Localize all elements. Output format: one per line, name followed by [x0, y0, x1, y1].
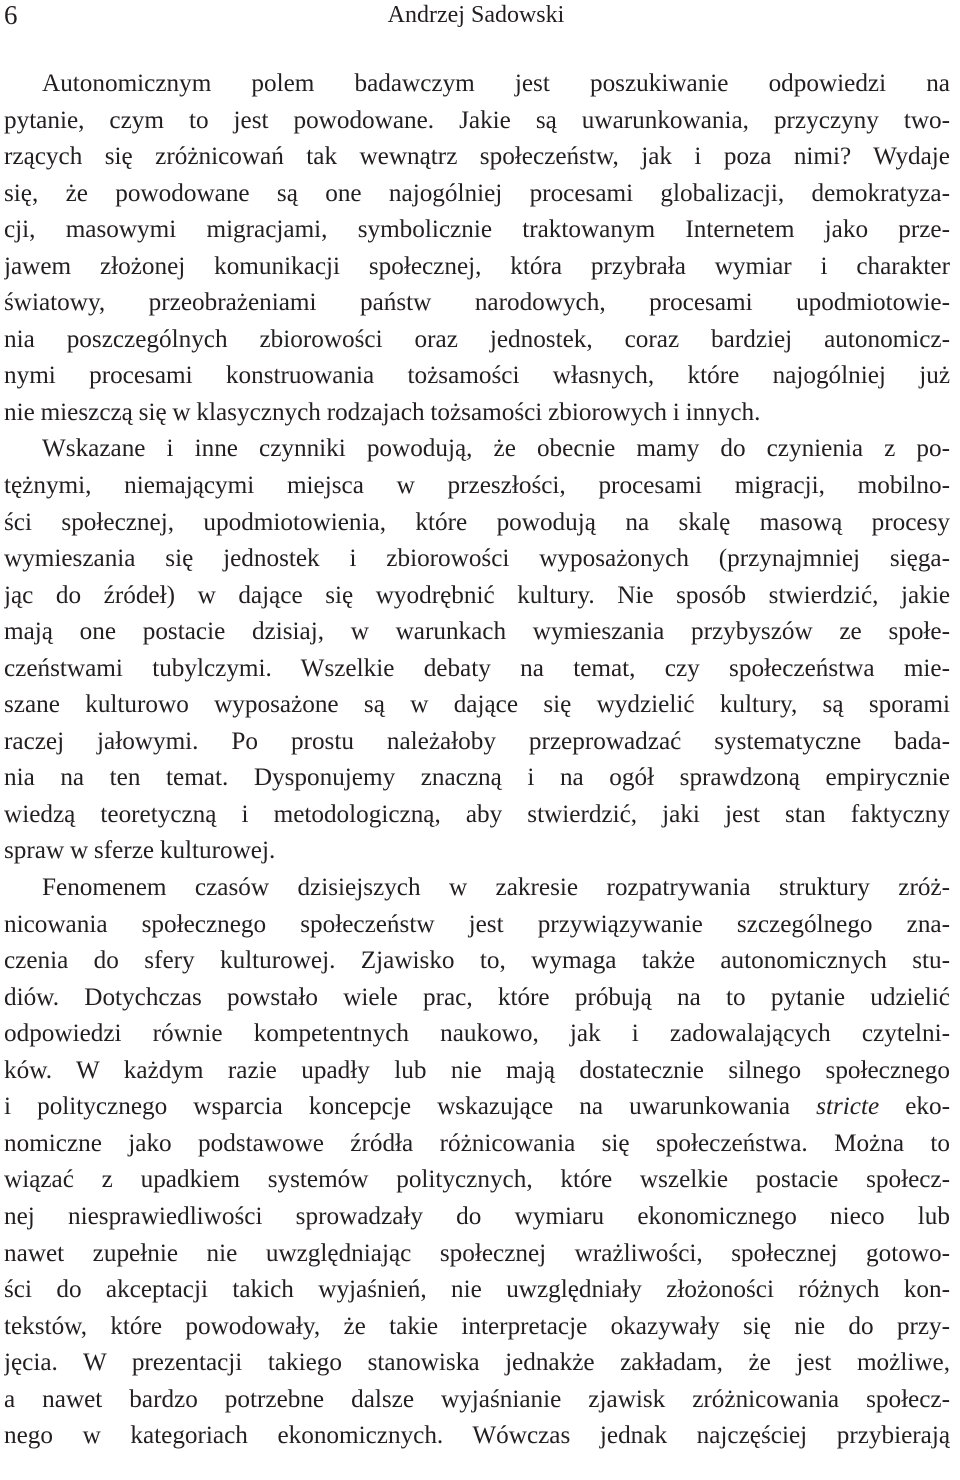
text-line: spraw w sferze kulturowej. — [4, 837, 276, 865]
text-line: odpowiedzi równie kompetentnych naukowo, jak i zadowalających czytelni- — [4, 1020, 950, 1048]
text-line: ków. W każdym razie upadły lub nie mają dostatecznie silnego społecznego — [4, 1056, 950, 1084]
text-line: diów. Dotychczas powstało wiele prac, które próbują na to pytanie udzielić — [4, 983, 950, 1011]
text-line: światowy, przeobrażeniami państw narodowych, procesami upodmiotowie- — [4, 289, 950, 317]
text-line: a nawet bardzo potrzebne dalsze wyjaśnianie zjawisk zróżnicowania społecz- — [4, 1385, 950, 1413]
text-line: ści społecznej, upodmiotowienia, które powodują na skalę masową procesy — [4, 508, 950, 536]
text-line: Wskazane i inne czynniki powodują, że obecnie mamy do czynienia z po- — [42, 435, 950, 463]
text-line: jęcia. W prezentacji takiego stanowiska jednakże zakładam, że jest możliwe, — [4, 1349, 950, 1377]
text-line: Fenomenem czasów dzisiejszych w zakresie rozpatrywania struktury zróż- — [42, 874, 950, 902]
page-header — [4, 0, 948, 30]
text-line: cji, masowymi migracjami, symbolicznie traktowanym Internetem jako prze- — [4, 216, 950, 244]
text-line: wiązać z upadkiem systemów politycznych, które wszelkie postacie społecz- — [4, 1166, 950, 1194]
text-segment: eko- — [879, 1093, 950, 1121]
text-line: się, że powodowane są one najogólniej procesami globalizacji, demokratyza- — [4, 179, 950, 207]
text-segment: i politycznego wsparcia koncepcje wskazujące na uwarunkowania — [4, 1093, 817, 1121]
text-line — [4, 1089, 950, 1126]
running-head: Andrzej Sadowski — [387, 2, 565, 28]
text-line: pytanie, czym to jest powodowane. Jakie są uwarunkowania, przyczyny two- — [4, 106, 950, 134]
text-line: nego w kategoriach ekonomicznych. Wówczas jednak najczęściej przybierają — [4, 1422, 950, 1450]
text-line: czenia do sfery kulturowej. Zjawisko to, wymaga także autonomicznych stu- — [4, 947, 950, 975]
text-line: ści do akceptacji takich wyjaśnień, nie uwzględniały złożoności różnych kon- — [4, 1276, 950, 1304]
text-line: nymi procesami konstruowania tożsamości własnych, które najogólniej już — [4, 362, 950, 390]
text-line: nawet zupełnie nie uwzględniając społecznej wrażliwości, społecznej gotowo- — [4, 1239, 950, 1267]
text-line: tekstów, które powodowały, że takie interpretacje okazywały się nie do przy- — [4, 1312, 950, 1340]
text-line: nej niesprawiedliwości sprowadzały do wymiaru ekonomicznego nieco lub — [4, 1202, 950, 1230]
text-line: raczej jałowymi. Po prostu należałoby przeprowadzać systematyczne bada- — [4, 727, 950, 755]
body-text — [4, 66, 950, 1455]
text-line: nicowania społecznego społeczeństw jest przywiązywanie szczególnego zna- — [4, 910, 950, 938]
text-line: tężnymi, niemającymi miejsca w przeszłości, procesami migracji, mobilno- — [4, 472, 950, 500]
text-line: wymieszania się jednostek i zbiorowości wyposażonych (przynajmniej sięga- — [4, 545, 950, 573]
text-line: rzących się zróżnicowań tak wewnątrz społeczeństw, jak i poza nimi? Wydaje — [4, 143, 950, 171]
text-line: jąc do źródeł) w dające się wyodrębnić kultury. Nie sposób stwierdzić, jakie — [4, 581, 950, 609]
text-line: wiedzą teoretyczną i metodologiczną, aby stwierdzić, jaki jest stan faktyczny — [4, 800, 950, 828]
text-line: mają one postacie dzisiaj, w warunkach wymieszania przybyszów ze społe- — [4, 618, 950, 646]
text-line: czeństwami tubylczymi. Wszelkie debaty na temat, czy społeczeństwa mie- — [4, 654, 950, 682]
text-line: nomiczne jako podstawowe źródła różnicowania się społeczeństwa. Można to — [4, 1129, 950, 1157]
text-line: jawem złożonej komunikacji społecznej, która przybrała wymiar i charakter — [4, 252, 950, 280]
text-line: Autonomicznym polem badawczym jest poszukiwanie odpowiedzi na — [42, 70, 950, 97]
text-line: szane kulturowo wyposażone są w dające się wydzielić kultury, są sporami — [4, 691, 950, 719]
page-number: 6 — [4, 0, 18, 30]
text-line: nia poszczególnych zbiorowości oraz jednostek, coraz bardziej autonomicz- — [4, 325, 950, 353]
text-line: nie mieszczą się w klasycznych rodzajach tożsamości zbiorowych i innych. — [4, 398, 761, 426]
italic-term: stricte — [816, 1093, 880, 1121]
text-line: nia na ten temat. Dysponujemy znaczną i na ogół sprawdzoną empirycznie — [4, 764, 950, 792]
